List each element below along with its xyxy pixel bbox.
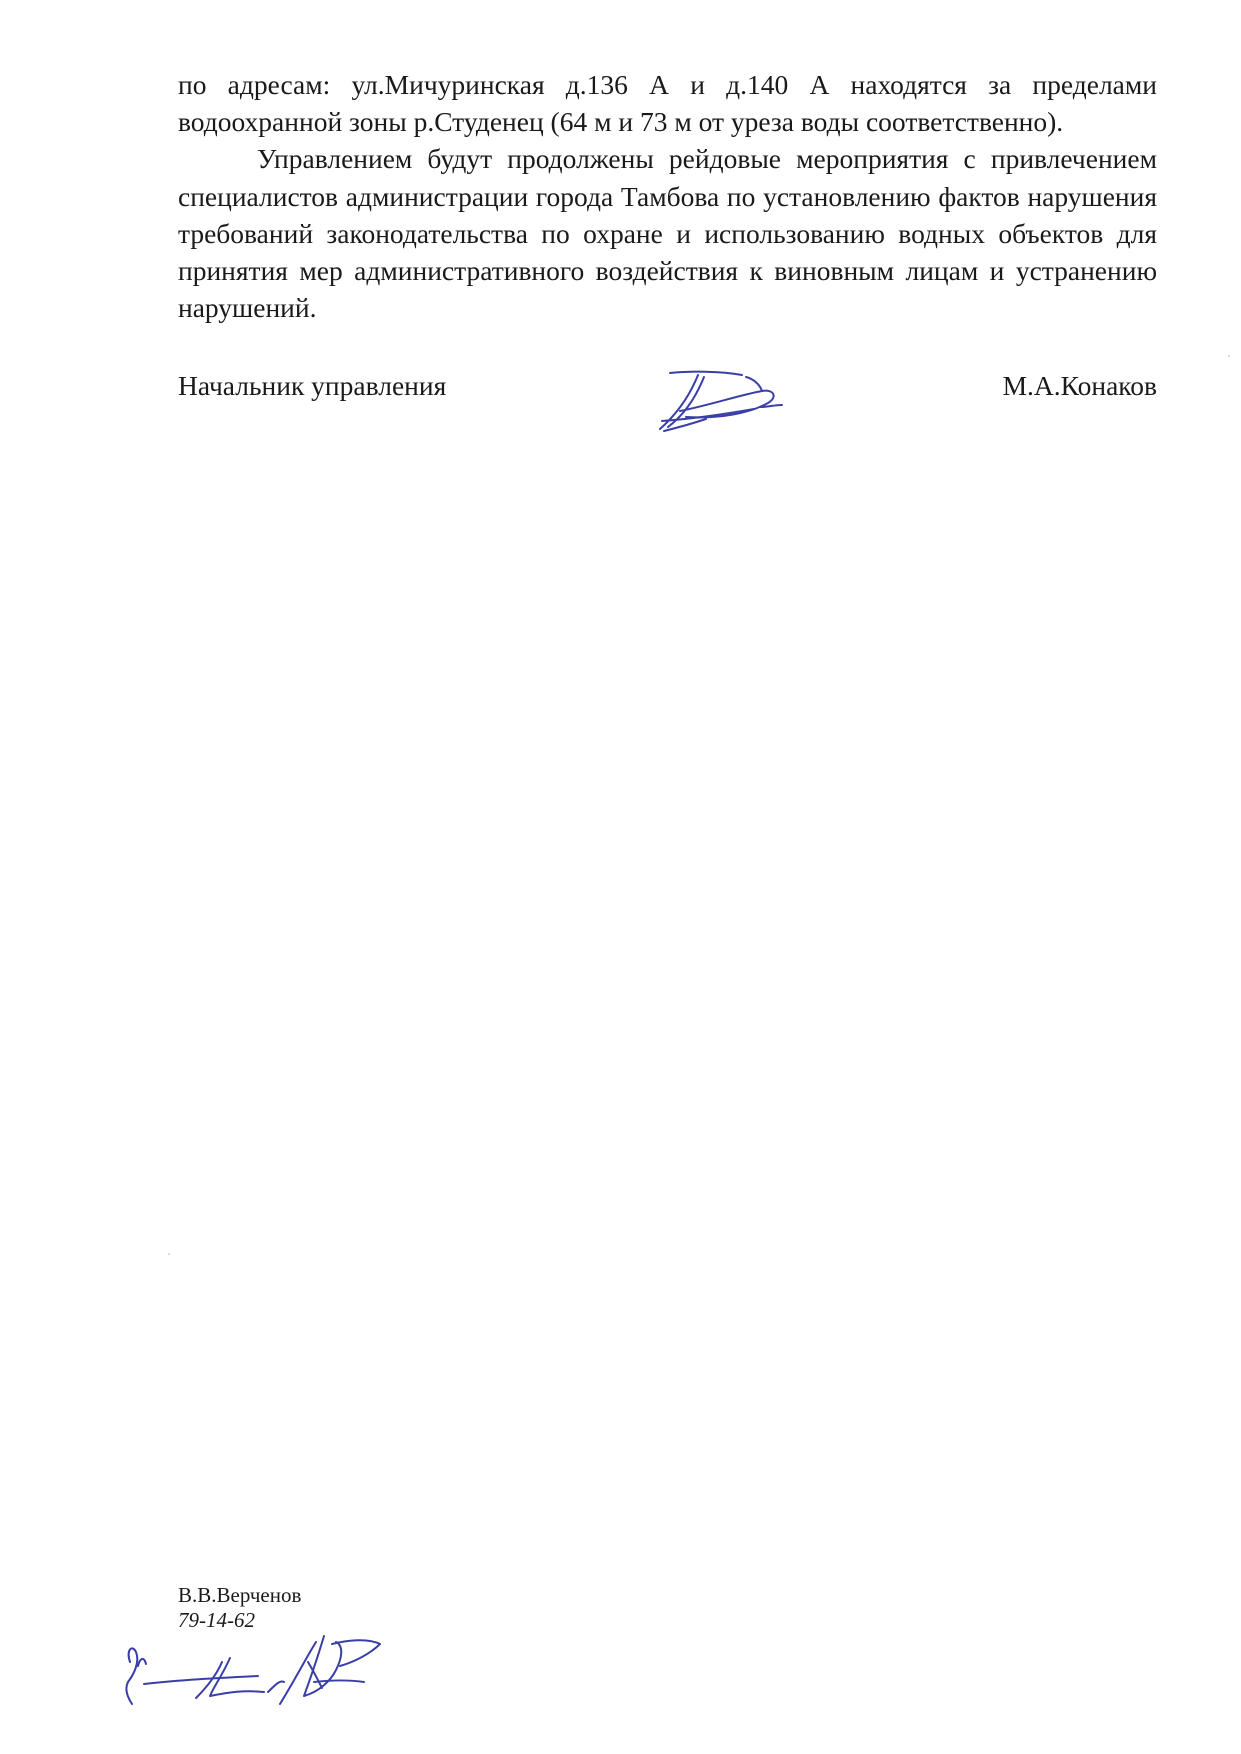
body-text [178,66,1157,326]
signatory-position: Начальник управления [178,370,447,401]
signatory-name: М.А.Конаков [1002,370,1157,401]
paragraph-addresses: по адресам: ул.Мичуринская д.136 А и д.140 А находятся за пределами водоохранной зоны р.Студенец (64 м и 73 м от уреза воды соответственно). [178,69,1157,138]
handwritten-signature [650,365,790,435]
scan-speck [168,1253,170,1255]
scan-speck [1228,355,1230,357]
executor-name: В.В.Верченов [178,1583,302,1607]
paragraph-raids: Управлением будут продолжены рейдовые мероприятия с привлечением специалистов администрации города Тамбова по установлению фактов нарушения требований законодательства по охране и использованию водных объектов для принятия мер административного воздействия к виновным лицам и устранению нарушений. [178,143,1157,324]
approval-initials [118,1622,388,1717]
executor-phone: 79-14-62 [178,1608,255,1632]
